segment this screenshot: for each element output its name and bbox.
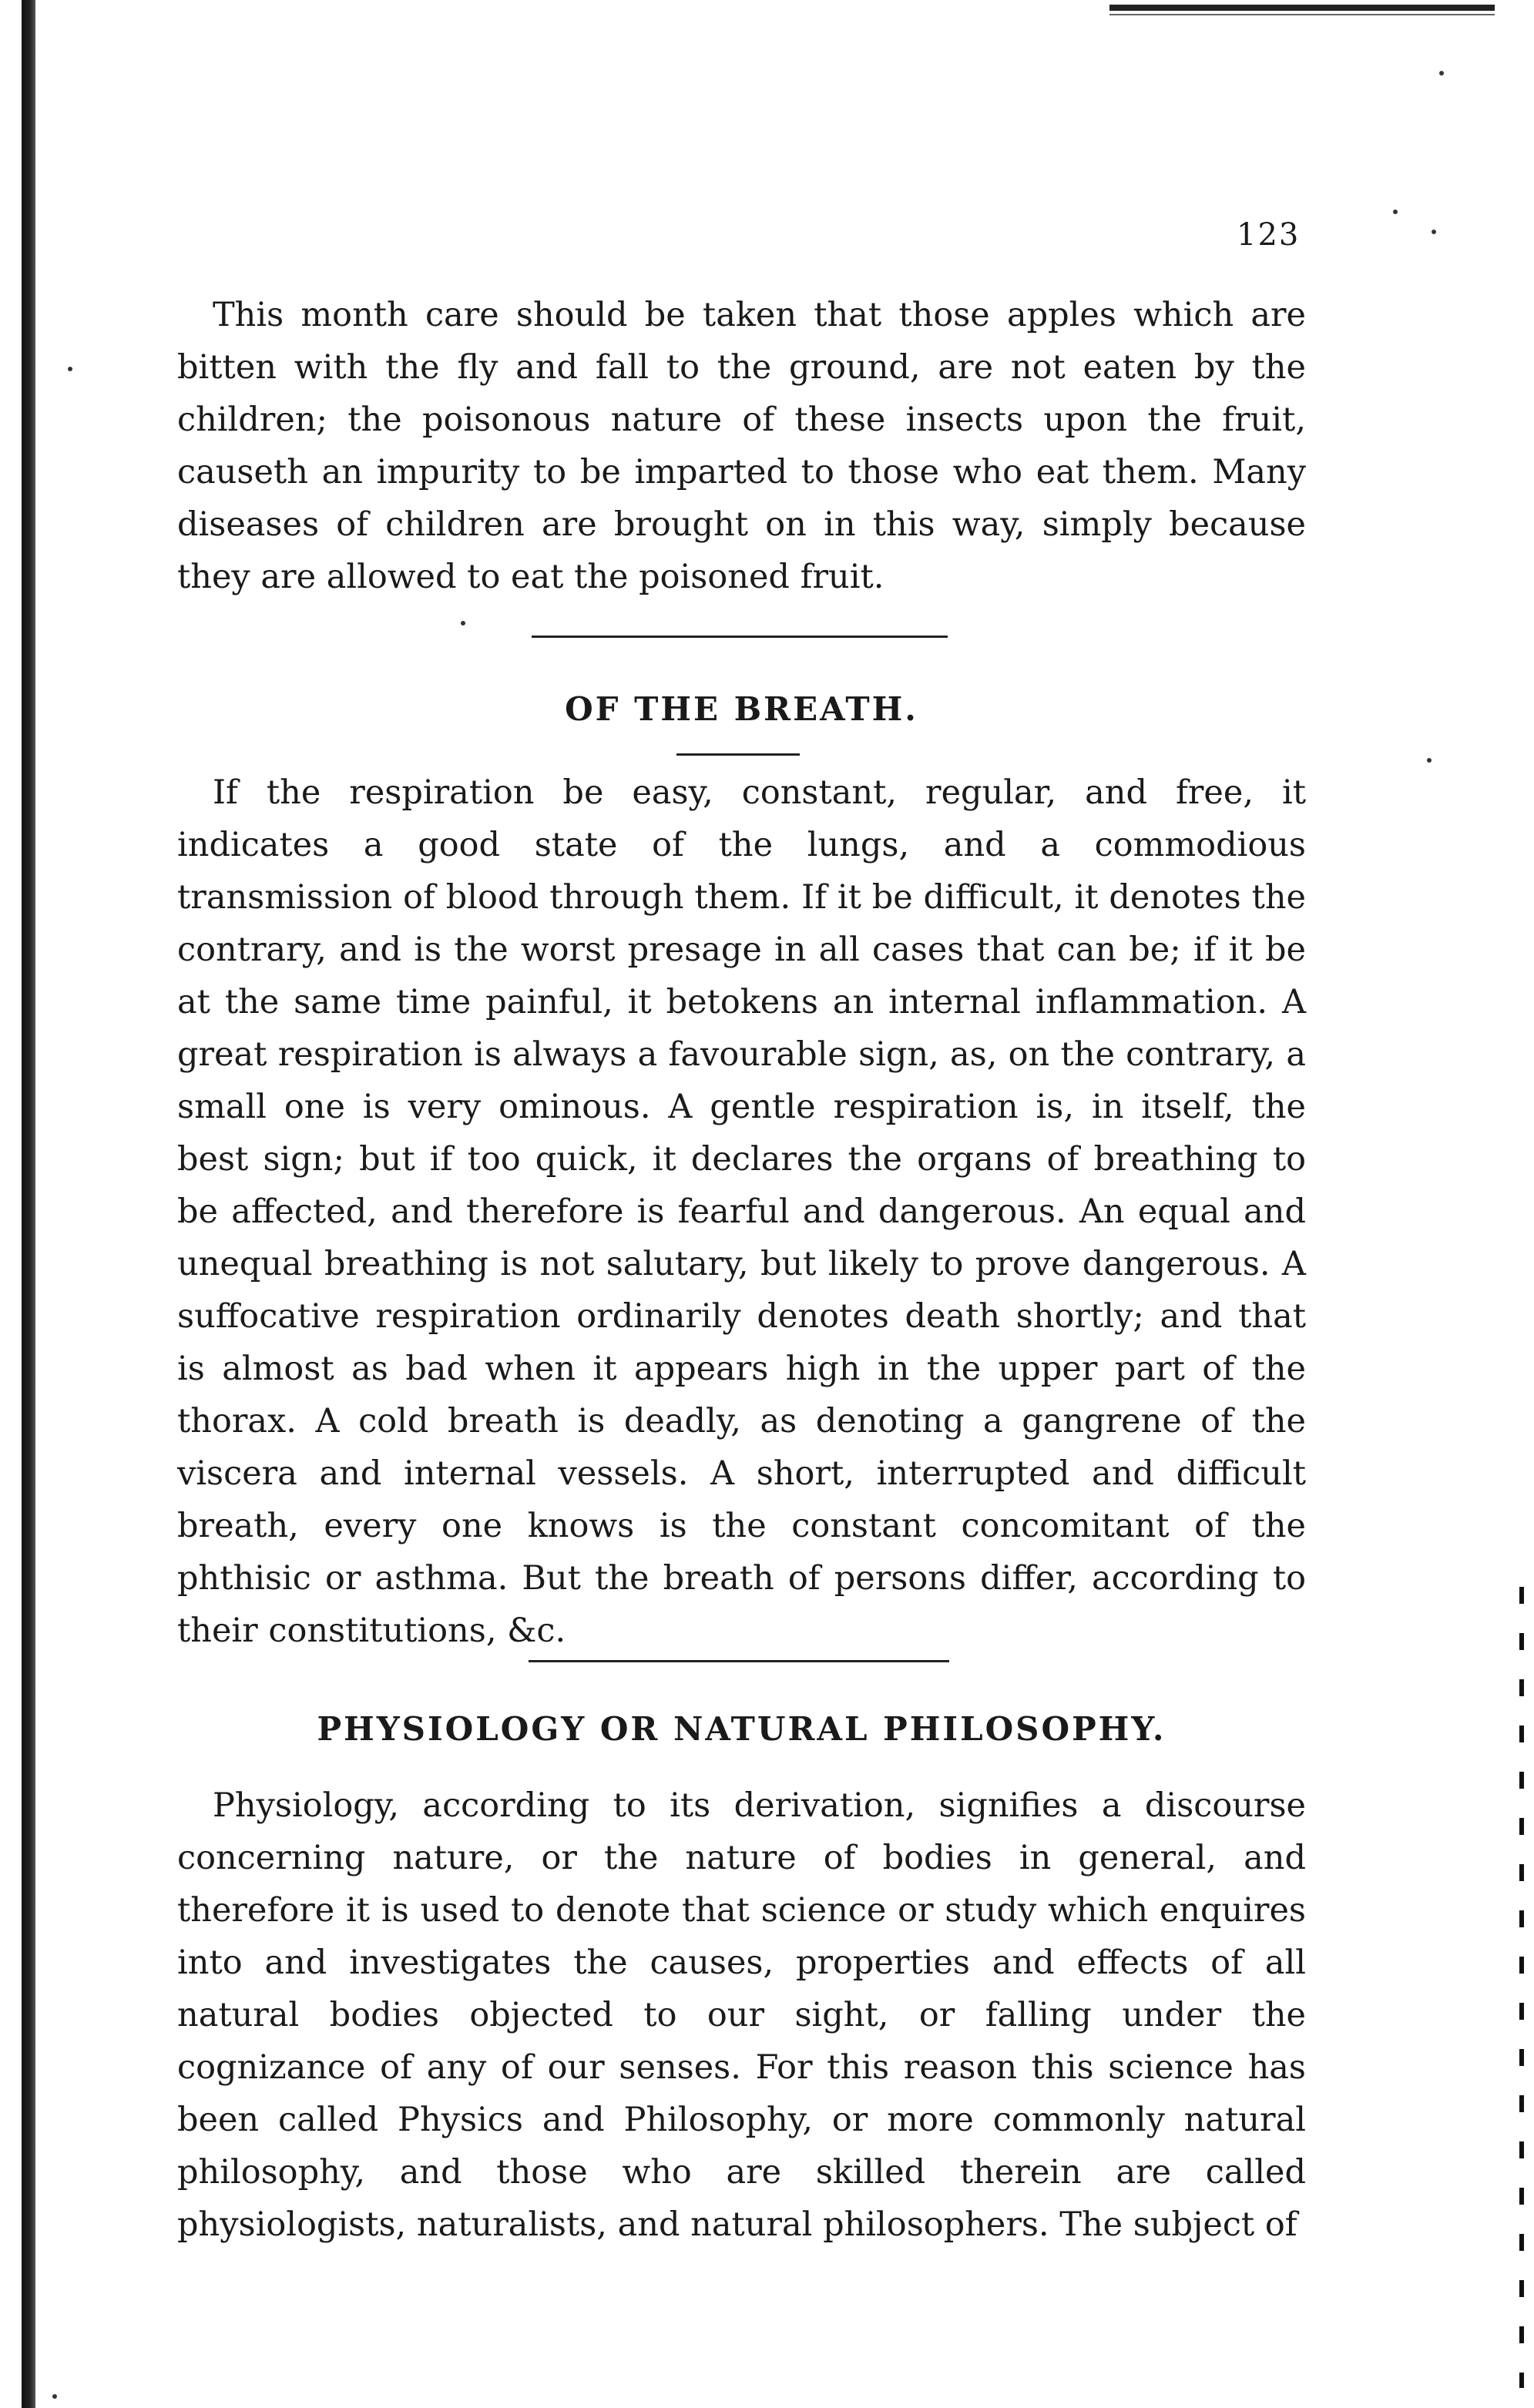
scan-speck (52, 2394, 57, 2399)
scan-top-rule (1109, 5, 1495, 11)
section-divider (532, 636, 948, 638)
scan-speck (1427, 758, 1432, 763)
scan-left-edge (22, 0, 35, 2408)
scan-speck (461, 621, 465, 625)
scan-speck (1393, 210, 1398, 214)
section-divider (529, 1660, 949, 1662)
page-number: 123 (1237, 217, 1301, 253)
heading-physiology: PHYSIOLOGY OR NATURAL PHILOSOPHY. (317, 1710, 1166, 1748)
heading-breath: OF THE BREATH. (565, 690, 918, 728)
scan-speck (1439, 71, 1444, 75)
scan-speck (68, 367, 72, 371)
scan-speck (1432, 230, 1436, 234)
heading-underline (676, 753, 800, 756)
scan-top-rule-thin (1109, 14, 1495, 15)
paragraph-breath: If the respiration be easy, constant, regular, and free, it indicates a good state of the lungs, and a commodious transmission of blood through them. If it be difficult, it denotes the contrary, and is the worst presage in all cases that can be; if it be at the same time painful, it betokens an internal inflammation. A great respiration is always a favourable sign, as, on the contrary, a small one is very ominous. A gentle respiration is, in itself, the best sign; but if too quick, it declares the organs of breathing to be affected, and therefore is fearful and dangerous. An equal and unequal breathing is not salutary, but likely to prove dangerous. A suffocative respiration ordinarily denotes death shortly; and that is almost as bad when it appears high in the upper part of the thorax. A cold breath is deadly, as denoting a gangrene of the viscera and internal vessels. A short, interrupted and difficult breath, every one knows is the constant concomitant of the phthisic or asthma. But the breath of persons differ, according to their constitutions, &c. (177, 773, 1306, 1650)
paragraph-physiology: Physiology, according to its derivation, signifies a discourse concerning nature, or the nature of bodies in general, and therefore it is used to denote that science or study which enquires into and investigates the causes, properties and effects of all natural bodies objected to our sight, or falling under the cognizance of any of our senses. For this reason this science has been called Physics and Philosophy, or more commonly natural philosophy, and those who are skilled therein are called physiologists, naturalists, and natural philosophers. The subject of (177, 1786, 1306, 2244)
scan-right-specks (1519, 1587, 1524, 2388)
paragraph-apples: This month care should be taken that those apples which are bitten with the fly and fall to the ground, are not eaten by the children; the poisonous nature of these insects upon the fruit, causeth an impurity to be imparted to those who eat them. Many diseases of children are brought on in this way, simply because they are allowed to eat the poisoned fruit. (177, 296, 1306, 596)
